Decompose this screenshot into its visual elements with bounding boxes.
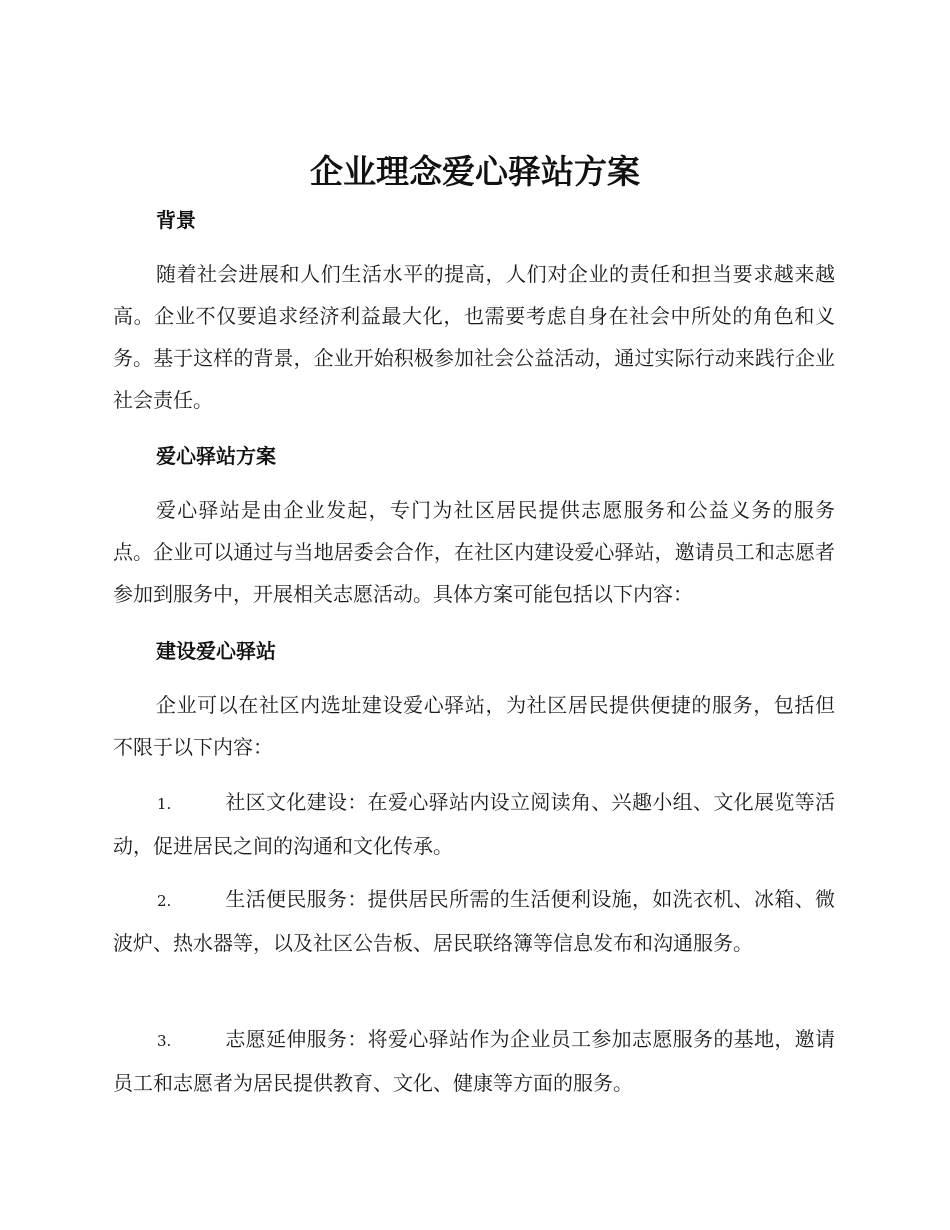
list-item: [113, 1018, 835, 1104]
list-item-text: 社区文化建设：在爱心驿站内设立阅读角、兴趣小组、文化展览等活动，促进居民之间的沟通和文化传承。: [113, 790, 835, 858]
section-heading-build-station: 建设爱心驿站: [156, 639, 276, 663]
list-item-number: 2.: [157, 892, 172, 910]
section-heading-background: 背景: [156, 208, 196, 232]
list-item: [113, 781, 835, 867]
list-item-number: 1.: [157, 795, 172, 813]
background-paragraph: 随着社会进展和人们生活水平的提高，人们对企业的责任和担当要求越来越高。企业不仅要追求经济利益最大化，也需要考虑自身在社会中所处的角色和义务。基于这样的背景，企业开始积极参加社会公益活动，通过实际行动来践行企业社会责任。: [113, 262, 835, 412]
station-plan-paragraph: 爱心驿站是由企业发起，专门为社区居民提供志愿服务和公益义务的服务点。企业可以通过与当地居委会合作，在社区内建设爱心驿站，邀请员工和志愿者参加到服务中，开展相关志愿活动。具体方案可能包括以下内容：: [113, 498, 835, 606]
build-station-paragraph: 企业可以在社区内选址建设爱心驿站，为社区居民提供便捷的服务，包括但不限于以下内容：: [113, 693, 835, 759]
list-item: [113, 878, 835, 964]
list-item-number: 3.: [157, 1032, 172, 1050]
section-heading-station-plan: 爱心驿站方案: [156, 444, 276, 468]
list-item-text: 志愿延伸服务：将爱心驿站作为企业员工参加志愿服务的基地，邀请员工和志愿者为居民提供教育、文化、健康等方面的服务。: [113, 1027, 835, 1095]
list-item-text: 生活便民服务：提供居民所需的生活便利设施，如洗衣机、冰箱、微波炉、热水器等，以及社区公告板、居民联络簿等信息发布和沟通服务。: [113, 887, 835, 955]
document-title: 企业理念爱心驿站方案: [310, 152, 640, 191]
